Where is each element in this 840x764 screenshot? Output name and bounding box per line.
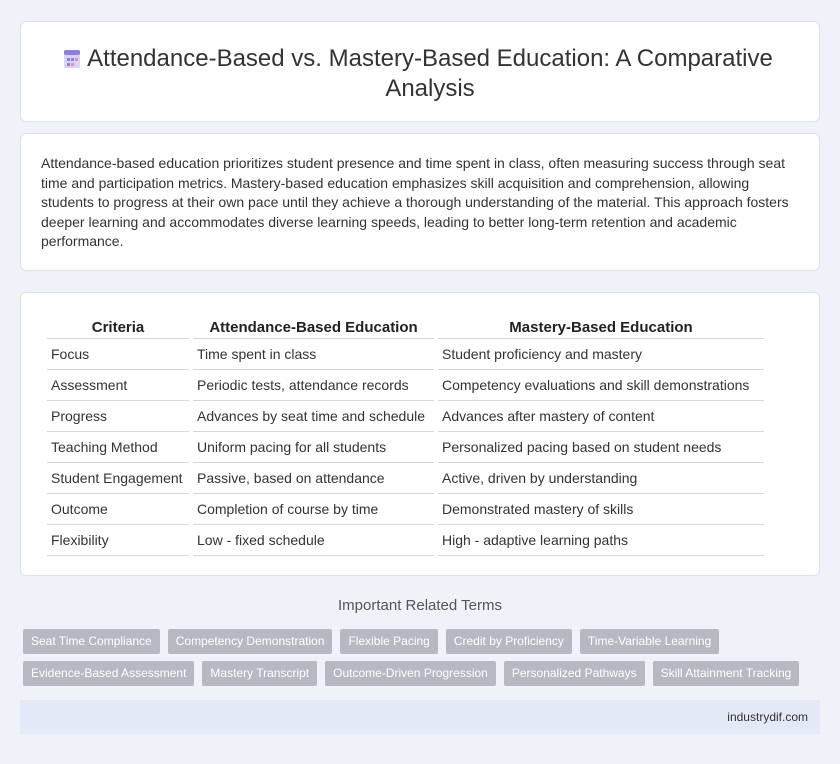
criteria-cell: Outcome <box>47 494 189 525</box>
term-tag[interactable]: Outcome-Driven Progression <box>325 661 496 686</box>
term-tag[interactable]: Competency Demonstration <box>168 629 333 654</box>
page-title: Attendance-Based vs. Mastery-Based Education: A Comparative Analysis <box>87 45 773 102</box>
header-criteria: Criteria <box>47 315 189 339</box>
table-row <box>47 525 764 556</box>
term-tag[interactable]: Time-Variable Learning <box>580 629 719 654</box>
comparison-card <box>20 292 820 576</box>
table-row <box>47 494 764 525</box>
mastery-cell: Competency evaluations and skill demonstrations <box>438 370 764 401</box>
table-row <box>47 339 764 370</box>
table-row <box>47 401 764 432</box>
term-tag[interactable]: Evidence-Based Assessment <box>23 661 194 686</box>
attendance-cell: Low - fixed schedule <box>193 525 434 556</box>
footer-site-link[interactable]: industrydif.com <box>727 710 808 724</box>
term-tag[interactable]: Credit by Proficiency <box>446 629 572 654</box>
intro-card <box>20 133 820 271</box>
mastery-cell: High - adaptive learning paths <box>438 525 764 556</box>
table-row <box>47 432 764 463</box>
table-row <box>47 370 764 401</box>
intro-paragraph: Attendance-based education prioritizes student presence and time spent in class, often measuring success through seat time and participation metrics. Mastery-based education emphasizes skill acquisition and comprehension, allowing students to progress at their own pace until they achieve a thorough understanding of the material. This approach fosters deeper learning and accommodates diverse learning speeds, leading to better long-term retention and academic performance. <box>41 155 789 249</box>
mastery-cell: Demonstrated mastery of skills <box>438 494 764 525</box>
attendance-cell: Advances by seat time and schedule <box>193 401 434 432</box>
criteria-cell: Progress <box>47 401 189 432</box>
term-tag[interactable]: Skill Attainment Tracking <box>653 661 800 686</box>
attendance-cell: Time spent in class <box>193 339 434 370</box>
title-card <box>20 21 820 122</box>
mastery-cell: Personalized pacing based on student needs <box>438 432 764 463</box>
criteria-cell: Assessment <box>47 370 189 401</box>
criteria-cell: Teaching Method <box>47 432 189 463</box>
mastery-cell: Student proficiency and mastery <box>438 339 764 370</box>
criteria-cell: Student Engagement <box>47 463 189 494</box>
related-terms-row <box>23 629 823 654</box>
attendance-cell: Passive, based on attendance <box>193 463 434 494</box>
term-tag[interactable]: Flexible Pacing <box>340 629 437 654</box>
term-tag[interactable]: Seat Time Compliance <box>23 629 160 654</box>
criteria-cell: Focus <box>47 339 189 370</box>
related-terms-heading: Important Related Terms <box>338 597 502 614</box>
related-terms-row <box>23 661 823 686</box>
criteria-cell: Flexibility <box>47 525 189 556</box>
attendance-cell: Completion of course by time <box>193 494 434 525</box>
term-tag[interactable]: Mastery Transcript <box>202 661 317 686</box>
table-header-row <box>47 315 764 339</box>
comparison-table <box>43 315 768 556</box>
header-attendance: Attendance-Based Education <box>193 315 434 339</box>
footer <box>20 700 820 734</box>
term-tag[interactable]: Personalized Pathways <box>504 661 645 686</box>
header-mastery: Mastery-Based Education <box>438 315 764 339</box>
table-row <box>47 463 764 494</box>
mastery-cell: Active, driven by understanding <box>438 463 764 494</box>
attendance-cell: Periodic tests, attendance records <box>193 370 434 401</box>
mastery-cell: Advances after mastery of content <box>438 401 764 432</box>
attendance-cell: Uniform pacing for all students <box>193 432 434 463</box>
